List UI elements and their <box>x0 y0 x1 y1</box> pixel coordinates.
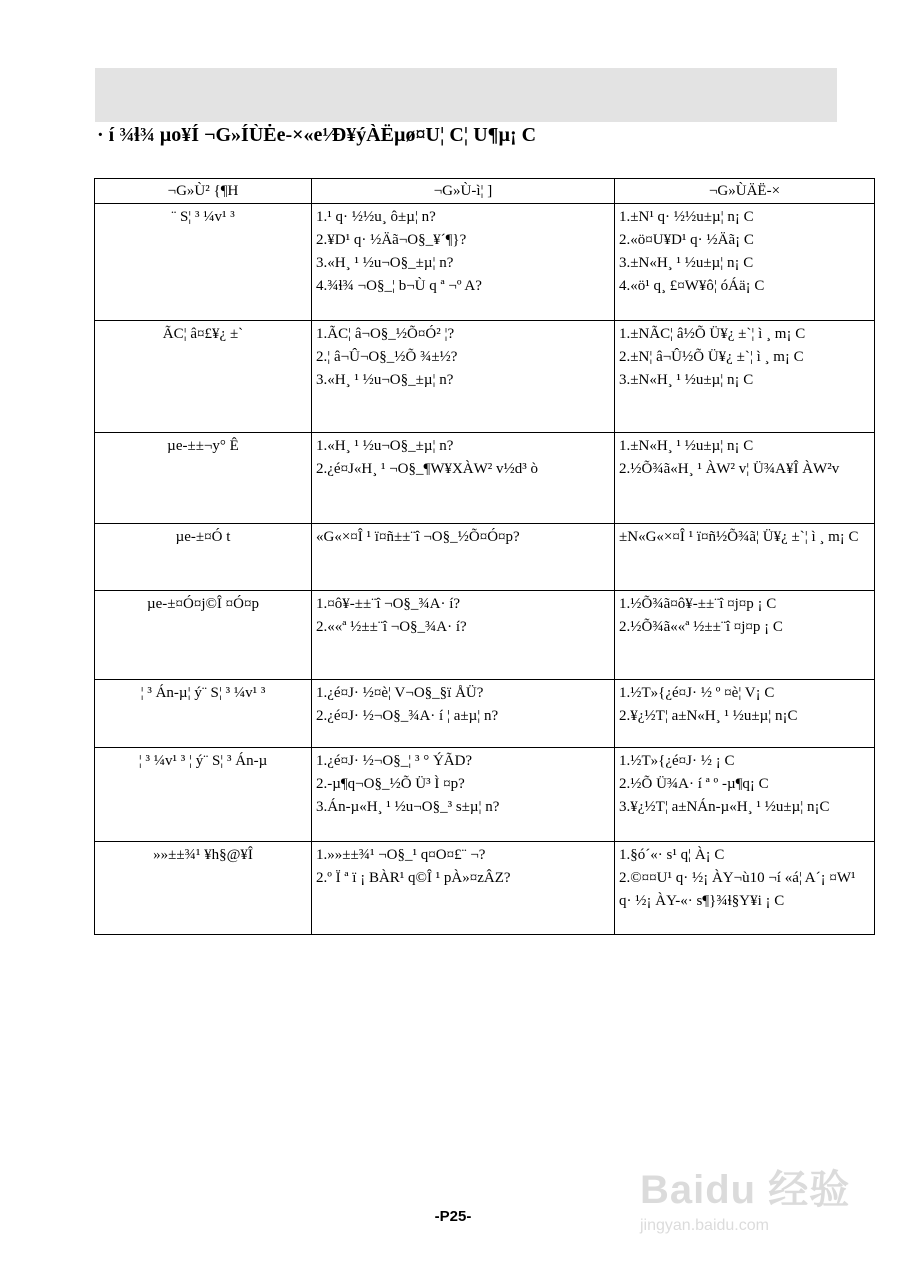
cause-line: 3.Án-µ«H¸ ¹ ½u¬O§_³ s±µ¦ n? <box>316 799 500 815</box>
fix-line: 2.¥¿½T¦ a±N«H¸ ¹ ½u±µ¦ n¡C <box>619 708 798 724</box>
watermark-logo: Baidu 经验 <box>640 1168 851 1212</box>
cause-cell <box>312 842 615 935</box>
cause-cell <box>312 433 615 524</box>
cause-cell <box>312 321 615 433</box>
cause-line: 3.«H¸ ¹ ½u¬O§_±µ¦ n? <box>316 372 454 388</box>
fix-line: 3.¥¿½T¦ a±NÁn-µ«H¸ ¹ ½u±µ¦ n¡C <box>619 799 830 815</box>
cause-line: 1.«H¸ ¹ ½u¬O§_±µ¦ n? <box>316 438 454 454</box>
header-symptom: ¬G»Ù² {¶H <box>95 179 312 204</box>
header-fix: ¬G»ÙÄË-× <box>615 179 875 204</box>
watermark-url: jingyan.baidu.com <box>640 1217 769 1234</box>
fix-cell <box>615 680 875 748</box>
fix-line: 1.±N«H¸ ¹ ½u±µ¦ n¡ C <box>619 438 754 454</box>
cause-line: 1.¿é¤J· ½¬O§_¦ ³ ° ÝÃD? <box>316 753 473 769</box>
fix-cell <box>615 748 875 842</box>
table-row <box>95 748 875 842</box>
table-row <box>95 433 875 524</box>
table-row <box>95 842 875 935</box>
cause-line: 1.¹ q· ½½u¸ ô±µ¦ n? <box>316 209 436 225</box>
fix-cell <box>615 321 875 433</box>
cause-line: 1.¤ô¥-±±¨î ¬O§_¾A· í? <box>316 596 461 612</box>
table-header-row <box>95 179 875 204</box>
fix-cell <box>615 204 875 321</box>
cause-line: 2.¿é¤J· ½¬O§_¾A· í ¦ a±µ¦ n? <box>316 708 499 724</box>
fix-cell <box>615 433 875 524</box>
cause-line: 4.¾ɬ¾ ¬O§_¦ b¬Ù q ª ¬º A? <box>316 278 482 294</box>
fix-line: ±N«G«×¤Î ¹ ï¤ñ½Õ¾ã¦ Ü¥¿ ±`¦ ì ¸ m¡ C <box>619 529 859 545</box>
fix-cell <box>615 842 875 935</box>
table-row <box>95 680 875 748</box>
fix-line: 2.½Õ¾ã««ª ½±±¨î ¤j¤p ¡ C <box>619 619 783 635</box>
symptom-cell: ¦ ³ ¼v¹ ³ ¦ ý¨ S¦ ³ Án-µ <box>95 748 312 842</box>
cause-line: 1.ÃC¦ â¬O§_½Õ¤Ó² ¦? <box>316 326 455 342</box>
fix-line: 1.±N¹ q· ½½u±µ¦ n¡ C <box>619 209 754 225</box>
cause-line: 3.«H¸ ¹ ½u¬O§_±µ¦ n? <box>316 255 454 271</box>
table-row <box>95 321 875 433</box>
fix-line: 2.±N¦ â¬Û½Õ Ü¥¿ ±`¦ ì ¸ m¡ C <box>619 349 804 365</box>
cause-line: 2.¥D¹ q· ½Äã¬O§_¥´¶}? <box>316 232 467 248</box>
cause-cell <box>312 748 615 842</box>
fix-line: 1.½T»{¿é¤J· ½ ¡ C <box>619 753 735 769</box>
fix-line: 3.±N«H¸ ¹ ½u±µ¦ n¡ C <box>619 255 754 271</box>
fix-line: 1.±NÃC¦ â½Õ Ü¥¿ ±`¦ ì ¸ m¡ C <box>619 326 806 342</box>
fix-line: 4.«ö¹ q¸ £¤W¥ô¦ óÁä¡ C <box>619 278 765 294</box>
table-row <box>95 524 875 591</box>
symptom-cell: ÃC¦ â¤£¥¿ ±` <box>95 321 312 433</box>
cause-line: «G«×¤Î ¹ ï¤ñ±±¨î ¬O§_½Õ¤Ó¤p? <box>316 529 520 545</box>
troubleshooting-table <box>94 178 875 935</box>
cause-line: 2.º Ï ª ï ¡ BÀR¹ q©Î ¹ pÀ»¤zÂZ? <box>316 870 511 886</box>
cause-line: 1.»»±±¾¹ ¬O§_¹ q¤O¤£¨ ¬? <box>316 847 486 863</box>
symptom-cell: µe-±¤Ó¤j©Î ¤Ó¤p <box>95 591 312 680</box>
table-row <box>95 591 875 680</box>
symptom-cell: »»±±¾¹ ¥h§@¥Î <box>95 842 312 935</box>
header-band <box>95 68 837 122</box>
fix-line: 2.«ö¤U¥D¹ q· ½Äã¡ C <box>619 232 754 248</box>
symptom-cell: ¨ S¦ ³ ¼v¹ ³ <box>95 204 312 321</box>
cause-line: 2.««ª ½±±¨î ¬O§_¾A· í? <box>316 619 467 635</box>
page-number: -P25- <box>434 1208 472 1225</box>
fix-line: 1.½Õ¾ã¤ô¥-±±¨î ¤j¤p ¡ C <box>619 596 777 612</box>
table-row <box>95 204 875 321</box>
cause-line: 2.¦ â¬Û¬O§_½Õ ¾±½? <box>316 349 458 365</box>
cause-cell <box>312 591 615 680</box>
page-heading: · í ¾ɬ¾ µo¥Í ¬G»ÍÙĖe-×«e¹⁄Ð¥ýÀËµø¤U¦ C¦ U¶µ¡ C <box>97 124 537 146</box>
cause-cell <box>312 524 615 591</box>
fix-line: 2.½Õ¾ã«H¸ ¹ ÀW² v¦ Ü¾A¥Î ÀW²v <box>619 461 840 477</box>
fix-line: 2.©¤¤U¹ q· ½¡ ÀY¬ù10 ¬í «á¦ A´¡ ¤W¹ q· ½¡ ÀY-«· s¶}¾ɬ§Y¥i ¡ C <box>619 870 856 909</box>
cause-cell <box>312 204 615 321</box>
header-cause: ¬G»Ù-ì¦ ] <box>312 179 615 204</box>
fix-line: 3.±N«H¸ ¹ ½u±µ¦ n¡ C <box>619 372 754 388</box>
cause-line: 1.¿é¤J· ½¤è¦ V¬O§_§ï ÅÜ? <box>316 685 484 701</box>
symptom-cell: ¦ ³ Án-µ¦ ý¨ S¦ ³ ¼v¹ ³ <box>95 680 312 748</box>
fix-line: 1.½T»{¿é¤J· ½ º ¤è¦ V¡ C <box>619 685 775 701</box>
symptom-cell: µe-±±¬y° Ê <box>95 433 312 524</box>
fix-cell <box>615 524 875 591</box>
fix-line: 1.§ó´«· s¹ q¦ À¡ C <box>619 847 725 863</box>
cause-cell <box>312 680 615 748</box>
cause-line: 2.-µ¶q¬O§_½Õ Ü³ Ì ¤p? <box>316 776 465 792</box>
symptom-cell: µe-±¤Ó t <box>95 524 312 591</box>
cause-line: 2.¿é¤J«H¸ ¹ ¬O§_¶W¥XÀW² v½d³ ò <box>316 461 539 477</box>
fix-line: 2.½Õ Ü¾A· í ª º -µ¶q¡ C <box>619 776 769 792</box>
fix-cell <box>615 591 875 680</box>
